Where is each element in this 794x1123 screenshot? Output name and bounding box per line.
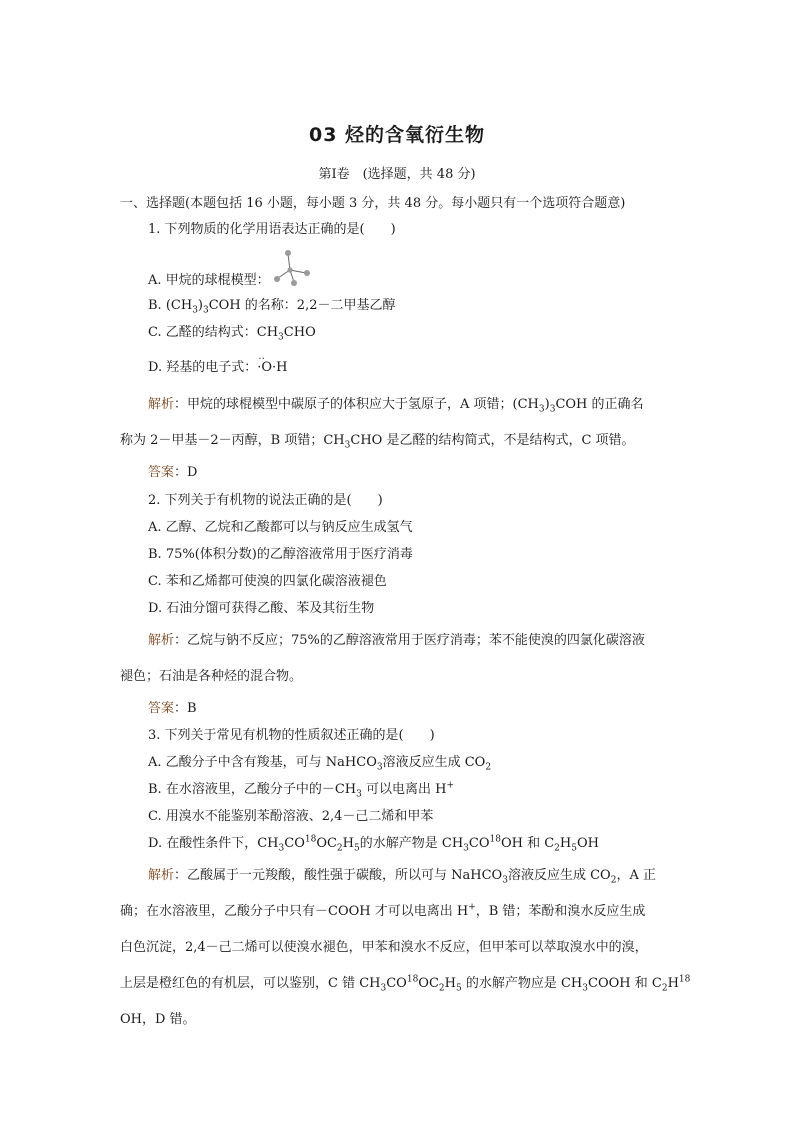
q1-option-b: B. $(CH_3)_3COH$ 的名称：2,2－二甲基乙醇 [148,298,396,316]
q3-analysis-line-1: 解析：乙酸属于一元羧酸，酸性强于碳酸，所以可与 NaHCO$_3$溶液反应生成 $CO_2$，A 正 [148,868,656,886]
q1-option-a-text: A. 甲烷的球棍模型： [148,273,270,288]
q1-analysis-line-1: 解析：甲烷的球棍模型中碳原子的体积应大于氢原子，A 项错；$(CH_3)_3COH$ 的正确名 [148,397,644,415]
q1-option-d: D. 羟基的电子式： ‥ ·O·H [148,351,288,375]
q3-option-a: A. 乙酸分子中含有羧基，可与 NaHCO$_3$溶液反应生成 $CO_2$ [148,755,492,773]
q2-option-a: A. 乙醇、乙烷和乙酸都可以与钠反应生成氢气 [148,520,413,535]
q3-analysis-line-3: 白色沉淀，2,4－己二烯可以使溴水褪色，甲苯和溴水不反应，但甲苯可以萃取溴水中的溴， [120,940,648,955]
q3-option-d: D. 在酸性条件下，$CH_3CO^{18}OC_2H_5$的水解产物是 $CH_3CO^{18}OH$ 和 $C_2H_5OH$ [148,834,599,854]
hydroxyl-electron-formula: ‥ ·O·H [257,351,288,375]
page-title: 03 烃的含氧衍生物 [308,124,486,146]
q1-analysis-line-2: 称为 2－甲基－2－丙醇，B 项错；$CH_3CHO$ 是乙醛的结构简式，不是结构式，C 项错。 [120,433,635,451]
section-heading: 第Ⅰ卷 (选择题，共 48 分) [318,167,476,182]
q2-option-c: C. 苯和乙烯都可使溴的四氯化碳溶液褪色 [148,574,387,589]
q2-stem: 2. 下列关于有机物的说法正确的是( ) [148,493,383,508]
q3-analysis-line-5: OH，D 错。 [120,1012,196,1027]
q2-answer: 答案：B [148,701,197,716]
q3-stem: 3. 下列关于常见有机物的性质叙述正确的是( ) [148,728,435,743]
q2-analysis-line-2: 褪色；石油是各种烃的混合物。 [120,669,303,684]
q1-option-a [148,248,314,288]
q2-option-d: D. 石油分馏可获得乙酸、苯及其衍生物 [148,601,375,616]
q3-option-b: B. 在水溶液里，乙酸分子中的$-CH_3$ 可以电离出 H+ [148,780,454,800]
q1-option-c: C. 乙醛的结构式：$CH_3CHO$ [148,325,316,343]
instructions: 一、选择题(本题包括 16 小题，每小题 3 分，共 48 分。每小题只有一个选项符合题意) [120,196,626,211]
q1-stem: 1. 下列物质的化学用语表达正确的是( ) [148,222,396,237]
methane-ball-stick-icon [270,248,314,288]
q2-option-b: B. 75%(体积分数)的乙醇溶液常用于医疗消毒 [148,547,413,562]
q3-analysis-line-2: 确；在水溶液里，乙酸分子中只有－COOH 才可以电离出 H+，B 错；苯酚和溴水反应生成 [120,902,646,919]
q1-answer: 答案：D [148,465,198,480]
q3-option-c: C. 用溴水不能鉴别苯酚溶液、2,4－己二烯和甲苯 [148,809,434,824]
q2-analysis-line-1: 解析：乙烷与钠不反应；75%的乙醇溶液常用于医疗消毒；苯不能使溴的四氯化碳溶液 [148,633,645,648]
q3-analysis-line-4: 上层是橙红色的有机层，可以鉴别，C 错 $CH_3CO^{18}OC_2H_5$ 的水解产物应是 $CH_3COOH$ 和 $C_2H^{18}$ [120,974,691,994]
